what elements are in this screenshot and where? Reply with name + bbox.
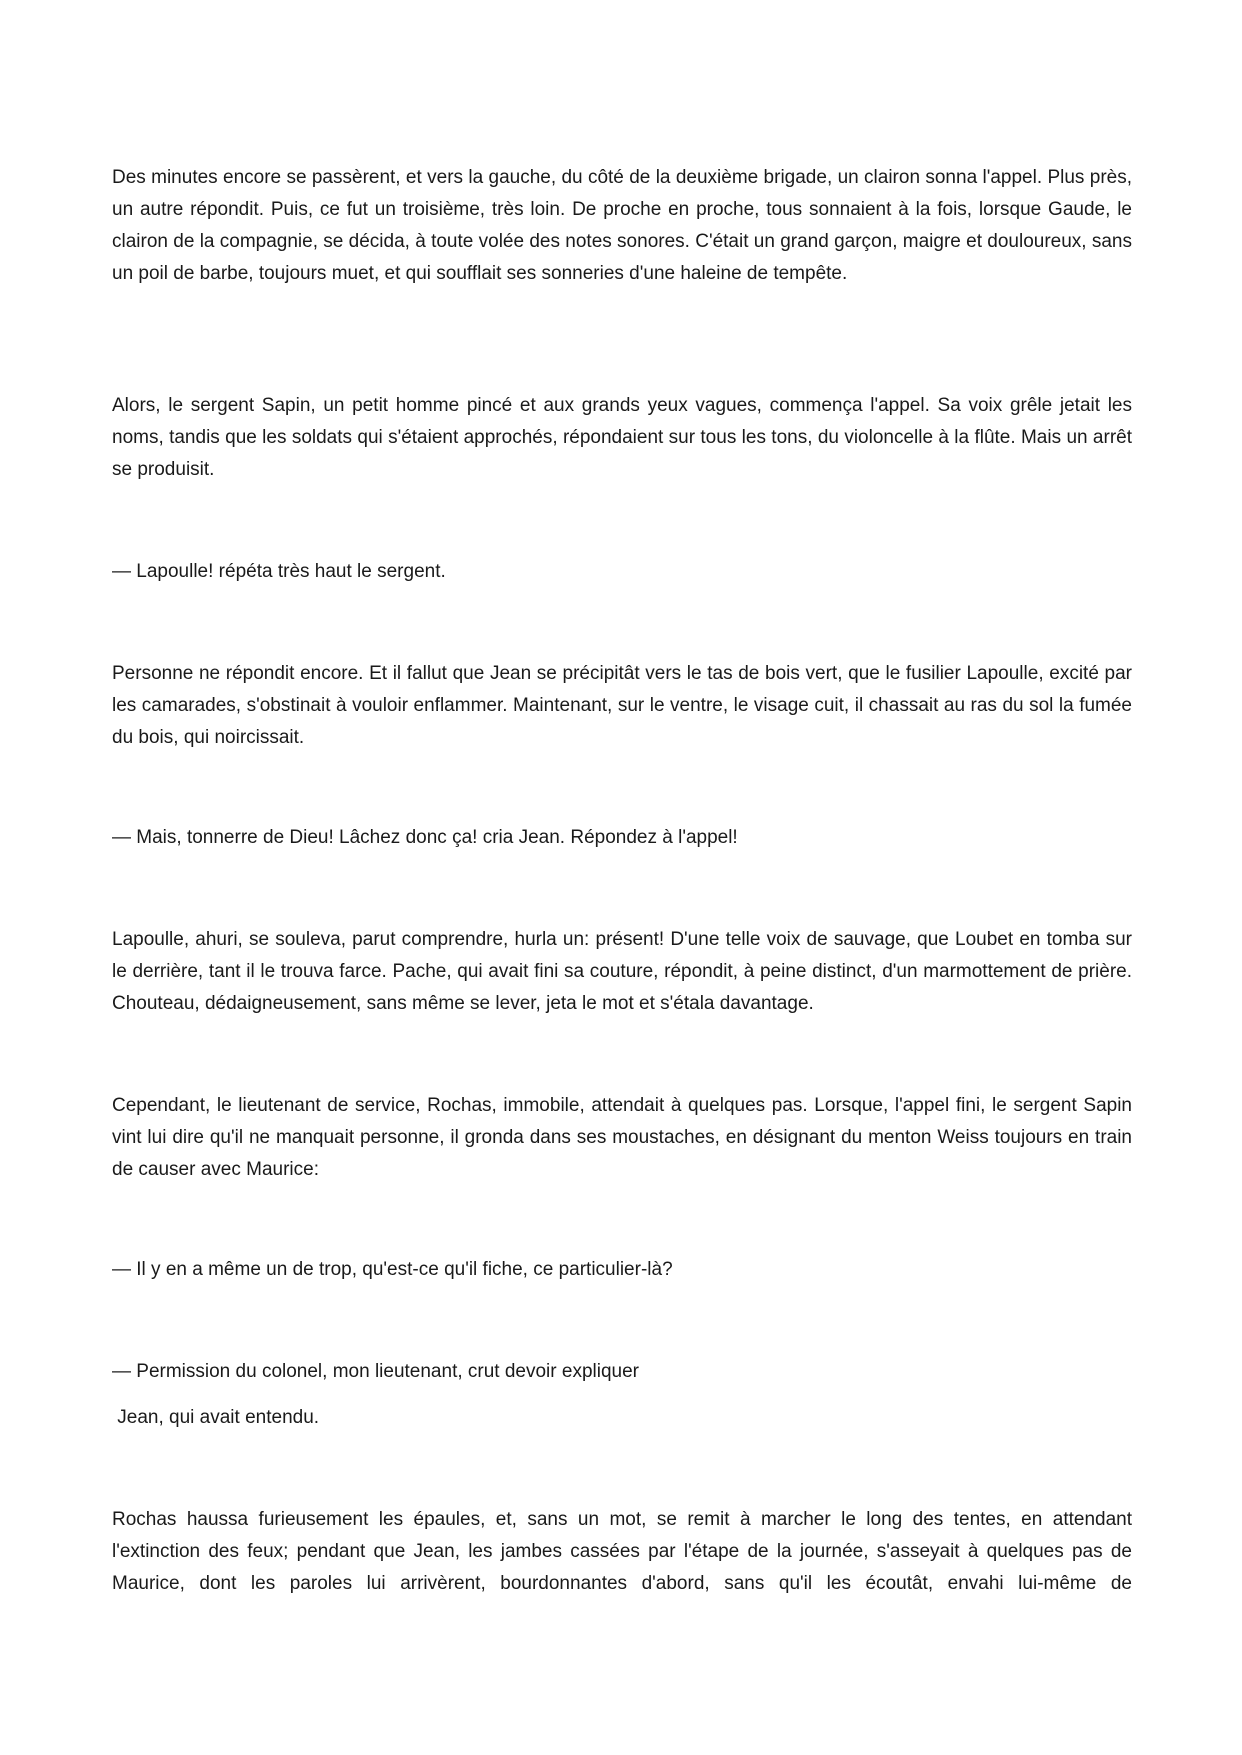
paragraph-2: Alors, le sergent Sapin, un petit homme pincé et aux grands yeux vagues, commença l'appel. Sa voix grêle jetait les noms, tandis que les soldats qui s'étaient approchés, répondaient sur tous les tons, du violoncelle à la flûte. Mais un arrêt se produisit. [112,395,1132,480]
paragraph-5: — Mais, tonnerre de Dieu! Lâchez donc ça! cria Jean. Répondez à l'appel! [112,827,738,848]
paragraph-11: Rochas haussa furieusement les épaules, et, sans un mot, se remit à marcher le long des tentes, en attendant l'extinction des feux; pendant que Jean, les jambes cassées par l'étape de la journée, s'asseyait à quelques pas de Maurice, dont les paroles lui arrivèrent, bourdonnantes d'abord, sans qu'il les écoutât, envahi lui-même de [112,1509,1132,1594]
paragraph-6: Lapoulle, ahuri, se souleva, parut comprendre, hurla un: présent! D'une telle voix de sauvage, que Loubet en tomba sur le derrière, tant il le trouva farce. Pache, qui avait fini sa couture, répondit, à peine distinct, d'un marmottement de prière. Chouteau, dédaigneusement, sans même se lever, jeta le mot et s'étala davantage. [112,929,1132,1014]
paragraph-3: — Lapoulle! répéta très haut le sergent. [112,561,446,582]
paragraph-4: Personne ne répondit encore. Et il fallut que Jean se précipitât vers le tas de bois vert, que le fusilier Lapoulle, excité par les camarades, s'obstinait à vouloir enflammer. Maintenant, sur le ventre, le visage cuit, il chassait au ras du sol la fumée du bois, qui noircissait. [112,663,1132,748]
paragraph-9: — Permission du colonel, mon lieutenant, crut devoir expliquer [112,1361,639,1382]
paragraph-8: — Il y en a même un de trop, qu'est-ce qu'il fiche, ce particulier-là? [112,1259,673,1280]
paragraph-10: Jean, qui avait entendu. [112,1407,320,1428]
paragraph-7: Cependant, le lieutenant de service, Rochas, immobile, attendait à quelques pas. Lorsque, l'appel fini, le sergent Sapin vint lui dire qu'il ne manquait personne, il gronda dans ses moustaches, en désignant du menton Weiss toujours en train de causer avec Maurice: [112,1095,1132,1180]
paragraph-1: Des minutes encore se passèrent, et vers la gauche, du côté de la deuxième brigade, un clairon sonna l'appel. Plus près, un autre répondit. Puis, ce fut un troisième, très loin. De proche en proche, tous sonnaient à la fois, lorsque Gaude, le clairon de la compagnie, se décida, à toute volée des notes sonores. C'était un grand garçon, maigre et douloureux, sans un poil de barbe, toujours muet, et qui soufflait ses sonneries d'une haleine de tempête. [112,167,1132,284]
